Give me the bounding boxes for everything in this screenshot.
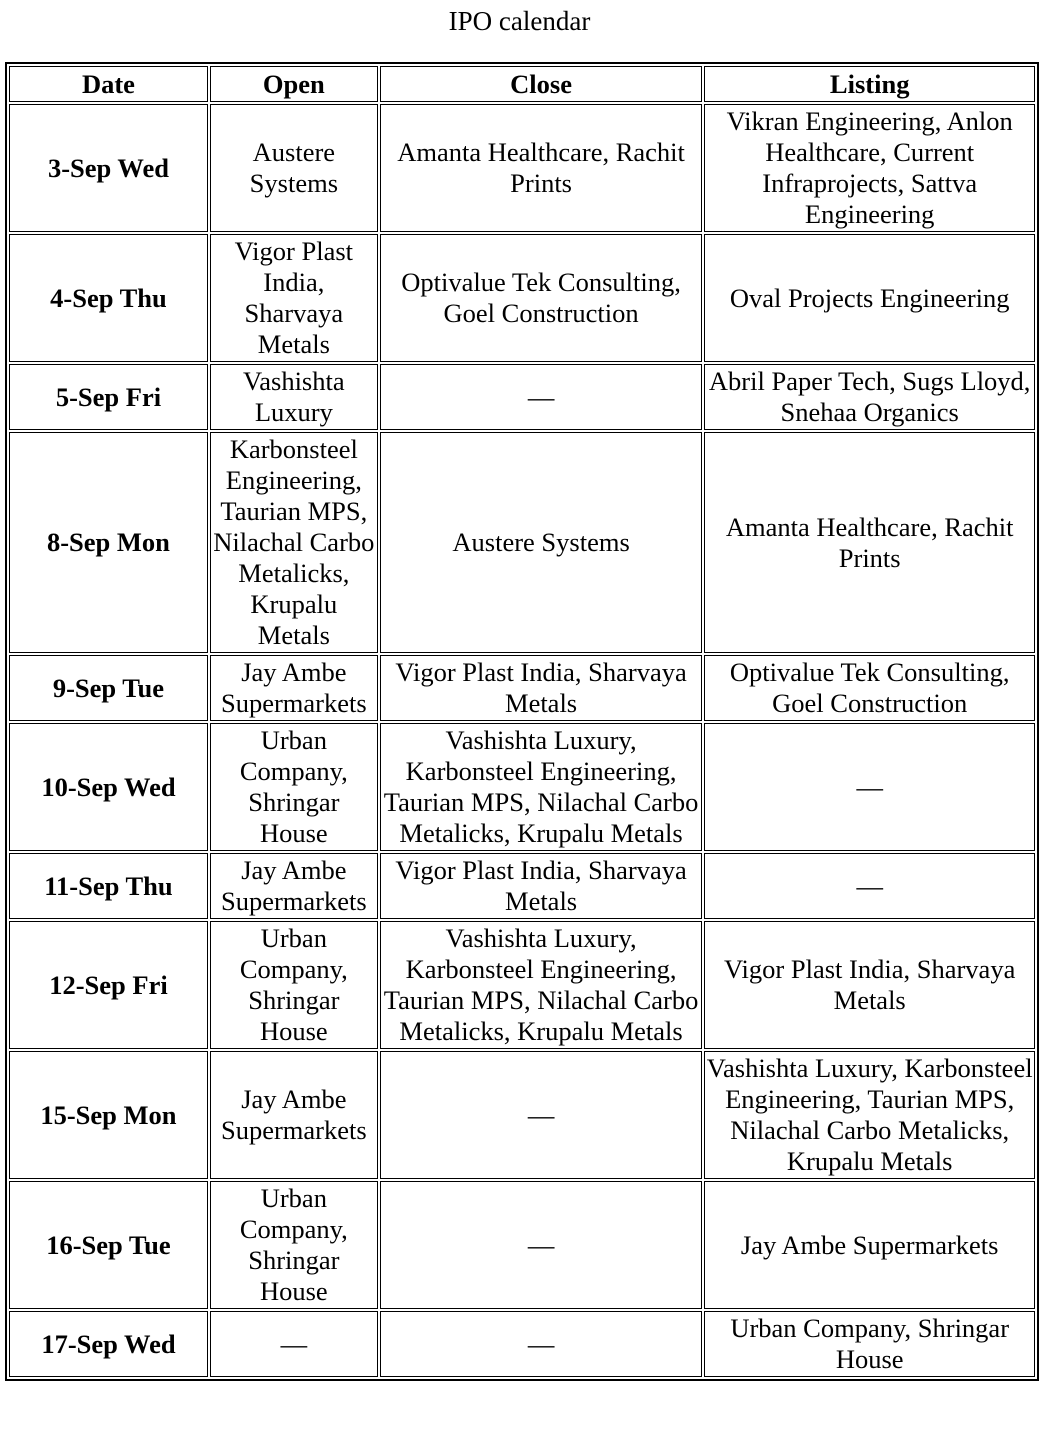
open-cell: —: [210, 1311, 378, 1377]
table-row: [9, 1051, 1035, 1179]
listing-cell: Urban Company, Shringar House: [704, 1311, 1035, 1377]
open-cell: Urban Company, Shringar House: [210, 1181, 378, 1309]
open-cell: Urban Company, Shringar House: [210, 921, 378, 1049]
date-cell: 5-Sep Fri: [9, 364, 208, 430]
date-cell: 11-Sep Thu: [9, 853, 208, 919]
close-cell: Amanta Healthcare, Rachit Prints: [380, 104, 703, 232]
close-cell: —: [380, 1311, 703, 1377]
listing-cell: Jay Ambe Supermarkets: [704, 1181, 1035, 1309]
column-header-close: Close: [380, 66, 703, 102]
listing-cell: —: [704, 853, 1035, 919]
table-row: [9, 723, 1035, 851]
open-cell: Jay Ambe Supermarkets: [210, 853, 378, 919]
close-cell: Vashishta Luxury, Karbonsteel Engineering, Taurian MPS, Nilachal Carbo Metalicks, Krupalu Metals: [380, 723, 703, 851]
table-row: [9, 234, 1035, 362]
table-row: [9, 921, 1035, 1049]
listing-cell: Vikran Engineering, Anlon Healthcare, Current Infraprojects, Sattva Engineering: [704, 104, 1035, 232]
close-cell: Austere Systems: [380, 432, 703, 653]
close-cell: —: [380, 1051, 703, 1179]
close-cell: —: [380, 364, 703, 430]
open-cell: Vashishta Luxury: [210, 364, 378, 430]
date-cell: 4-Sep Thu: [9, 234, 208, 362]
table-row: [9, 1311, 1035, 1377]
column-header-date: Date: [9, 66, 208, 102]
open-cell: Urban Company, Shringar House: [210, 723, 378, 851]
date-cell: 15-Sep Mon: [9, 1051, 208, 1179]
listing-cell: Abril Paper Tech, Sugs Lloyd, Snehaa Organics: [704, 364, 1035, 430]
listing-cell: —: [704, 723, 1035, 851]
column-header-open: Open: [210, 66, 378, 102]
date-cell: 16-Sep Tue: [9, 1181, 208, 1309]
date-cell: 17-Sep Wed: [9, 1311, 208, 1377]
listing-cell: Vigor Plast India, Sharvaya Metals: [704, 921, 1035, 1049]
open-cell: Austere Systems: [210, 104, 378, 232]
open-cell: Jay Ambe Supermarkets: [210, 1051, 378, 1179]
open-cell: Karbonsteel Engineering, Taurian MPS, Nilachal Carbo Metalicks, Krupalu Metals: [210, 432, 378, 653]
table-body: [9, 104, 1035, 1377]
date-cell: 8-Sep Mon: [9, 432, 208, 653]
table-row: [9, 655, 1035, 721]
close-cell: Vigor Plast India, Sharvaya Metals: [380, 655, 703, 721]
listing-cell: Vashishta Luxury, Karbonsteel Engineering, Taurian MPS, Nilachal Carbo Metalicks, Krupalu Metals: [704, 1051, 1035, 1179]
listing-cell: Optivalue Tek Consulting, Goel Construction: [704, 655, 1035, 721]
table-row: [9, 1181, 1035, 1309]
header-row: [9, 66, 1035, 102]
open-cell: Vigor Plast India, Sharvaya Metals: [210, 234, 378, 362]
close-cell: Vashishta Luxury, Karbonsteel Engineering, Taurian MPS, Nilachal Carbo Metalicks, Krupalu Metals: [380, 921, 703, 1049]
page-title: IPO calendar: [448, 6, 591, 36]
ipo-calendar-table: [5, 62, 1039, 1381]
table-row: [9, 104, 1035, 232]
date-cell: 3-Sep Wed: [9, 104, 208, 232]
open-cell: Jay Ambe Supermarkets: [210, 655, 378, 721]
close-cell: Optivalue Tek Consulting, Goel Construction: [380, 234, 703, 362]
listing-cell: Oval Projects Engineering: [704, 234, 1035, 362]
date-cell: 12-Sep Fri: [9, 921, 208, 1049]
date-cell: 10-Sep Wed: [9, 723, 208, 851]
column-header-listing: Listing: [704, 66, 1035, 102]
date-cell: 9-Sep Tue: [9, 655, 208, 721]
table-row: [9, 364, 1035, 430]
close-cell: —: [380, 1181, 703, 1309]
close-cell: Vigor Plast India, Sharvaya Metals: [380, 853, 703, 919]
table-row: [9, 853, 1035, 919]
listing-cell: Amanta Healthcare, Rachit Prints: [704, 432, 1035, 653]
table-row: [9, 432, 1035, 653]
